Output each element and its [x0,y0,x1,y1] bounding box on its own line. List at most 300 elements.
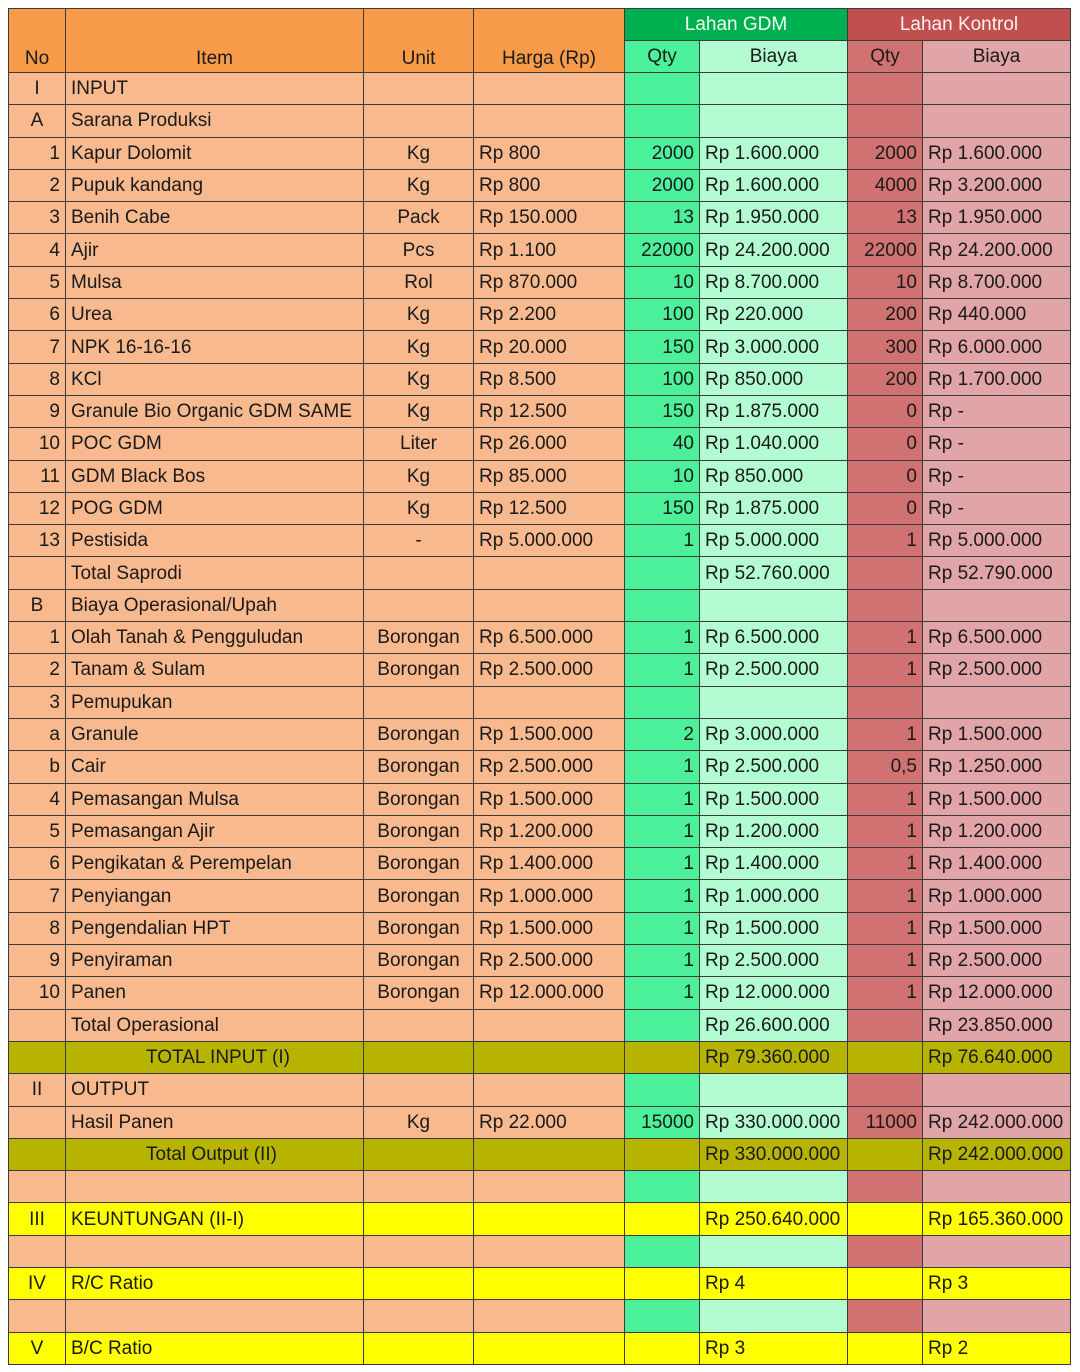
row-kontrol-qty: 10 [848,266,923,298]
row-kontrol-qty [848,1267,923,1299]
row-gdm-qty: 1 [625,977,700,1009]
table-row [9,460,1071,492]
table-body [9,73,1071,1365]
row-no: 2 [9,169,66,201]
row-kontrol-qty: 1 [848,525,923,557]
row-gdm-biaya [700,1235,848,1267]
row-gdm-biaya: Rp 220.000 [700,299,848,331]
table-row [9,718,1071,750]
row-kontrol-qty: 0 [848,460,923,492]
row-item: Benih Cabe [66,202,364,234]
table-row [9,299,1071,331]
header-unit: Unit [364,9,474,73]
row-no: 6 [9,299,66,331]
row-unit: Pack [364,202,474,234]
row-unit: Kg [364,299,474,331]
row-kontrol-biaya: Rp 52.790.000 [923,557,1071,589]
row-harga: Rp 1.200.000 [474,815,625,847]
row-gdm-qty [625,1203,700,1235]
row-harga [474,1203,625,1235]
row-kontrol-qty: 13 [848,202,923,234]
row-gdm-qty: 10 [625,460,700,492]
row-kontrol-biaya: Rp 1.700.000 [923,363,1071,395]
row-gdm-biaya: Rp 3 [700,1332,848,1364]
row-gdm-qty [625,557,700,589]
row-item: B/C Ratio [66,1332,364,1364]
row-gdm-biaya: Rp 2.500.000 [700,654,848,686]
row-unit [364,1171,474,1203]
row-harga: Rp 20.000 [474,331,625,363]
row-item: Granule [66,718,364,750]
row-gdm-qty [625,686,700,718]
row-item: Penyiangan [66,880,364,912]
row-kontrol-biaya [923,73,1071,105]
row-item: TOTAL INPUT (I) [66,1041,364,1073]
header-lahan-gdm: Lahan GDM [625,9,848,41]
row-harga [474,1267,625,1299]
table-row [9,428,1071,460]
row-gdm-qty [625,1267,700,1299]
row-gdm-biaya: Rp 1.400.000 [700,848,848,880]
row-item: Total Operasional [66,1009,364,1041]
row-harga [474,105,625,137]
row-unit: Kg [364,169,474,201]
row-harga: Rp 12.500 [474,395,625,427]
row-harga: Rp 6.500.000 [474,622,625,654]
row-kontrol-qty: 0 [848,492,923,524]
row-kontrol-qty: 300 [848,331,923,363]
row-gdm-qty [625,1235,700,1267]
row-harga: Rp 8.500 [474,363,625,395]
table-row [9,1041,1071,1073]
row-kontrol-biaya [923,1235,1071,1267]
row-item: Pemasangan Ajir [66,815,364,847]
row-kontrol-qty: 1 [848,880,923,912]
table-row [9,557,1071,589]
row-kontrol-biaya: Rp 165.360.000 [923,1203,1071,1235]
row-unit: Borongan [364,848,474,880]
row-unit: Liter [364,428,474,460]
table-row [9,1106,1071,1138]
row-no: 9 [9,395,66,427]
row-gdm-biaya: Rp 1.000.000 [700,880,848,912]
row-gdm-biaya: Rp 12.000.000 [700,977,848,1009]
row-gdm-qty [625,1009,700,1041]
row-item: OUTPUT [66,1074,364,1106]
row-unit: - [364,525,474,557]
row-no: V [9,1332,66,1364]
row-gdm-biaya: Rp 24.200.000 [700,234,848,266]
row-no: 10 [9,428,66,460]
row-kontrol-biaya [923,589,1071,621]
table-row [9,622,1071,654]
row-kontrol-biaya: Rp 1.400.000 [923,848,1071,880]
row-kontrol-qty [848,1203,923,1235]
row-gdm-biaya: Rp 1.500.000 [700,783,848,815]
row-no: 3 [9,202,66,234]
row-gdm-biaya: Rp 330.000.000 [700,1106,848,1138]
row-unit [364,1203,474,1235]
row-gdm-qty [625,589,700,621]
row-harga: Rp 1.100 [474,234,625,266]
header-kontrol-biaya: Biaya [923,41,1071,73]
row-gdm-biaya: Rp 1.040.000 [700,428,848,460]
row-kontrol-qty: 1 [848,622,923,654]
table-row [9,783,1071,815]
row-kontrol-biaya: Rp 1.500.000 [923,912,1071,944]
row-gdm-biaya: Rp 8.700.000 [700,266,848,298]
table-row [9,234,1071,266]
row-gdm-biaya: Rp 4 [700,1267,848,1299]
row-harga [474,1138,625,1170]
table-row [9,169,1071,201]
row-unit: Borongan [364,945,474,977]
row-harga [474,1171,625,1203]
table-row [9,1235,1071,1267]
row-kontrol-biaya: Rp 8.700.000 [923,266,1071,298]
row-gdm-qty: 22000 [625,234,700,266]
row-harga [474,1009,625,1041]
row-harga [474,1041,625,1073]
row-unit: Kg [364,492,474,524]
row-unit [364,73,474,105]
row-gdm-qty: 2 [625,718,700,750]
row-gdm-qty [625,1138,700,1170]
row-kontrol-qty: 4000 [848,169,923,201]
row-item: Urea [66,299,364,331]
row-unit: Borongan [364,622,474,654]
row-gdm-biaya: Rp 1.200.000 [700,815,848,847]
row-no: 4 [9,783,66,815]
row-kontrol-qty [848,1300,923,1332]
row-gdm-qty: 100 [625,299,700,331]
row-item: Pestisida [66,525,364,557]
table-row [9,492,1071,524]
table-row [9,1300,1071,1332]
row-gdm-biaya [700,589,848,621]
row-kontrol-qty [848,589,923,621]
row-unit [364,105,474,137]
row-item: KCl [66,363,364,395]
row-item: Pemupukan [66,686,364,718]
row-gdm-biaya [700,1300,848,1332]
row-kontrol-qty [848,1138,923,1170]
row-harga: Rp 1.500.000 [474,912,625,944]
row-kontrol-qty [848,1009,923,1041]
row-no: 2 [9,654,66,686]
row-gdm-qty: 15000 [625,1106,700,1138]
row-unit: Kg [364,363,474,395]
row-gdm-qty [625,1074,700,1106]
row-kontrol-qty: 1 [848,654,923,686]
row-unit: Rol [364,266,474,298]
row-kontrol-biaya [923,1171,1071,1203]
row-item [66,1171,364,1203]
row-kontrol-biaya: Rp 1.200.000 [923,815,1071,847]
row-kontrol-qty [848,1041,923,1073]
row-kontrol-biaya: Rp 242.000.000 [923,1106,1071,1138]
row-harga [474,589,625,621]
row-harga [474,557,625,589]
table-row [9,525,1071,557]
row-gdm-qty: 1 [625,848,700,880]
row-harga: Rp 12.000.000 [474,977,625,1009]
row-kontrol-qty: 0 [848,395,923,427]
row-gdm-biaya: Rp 2.500.000 [700,751,848,783]
row-harga: Rp 1.500.000 [474,783,625,815]
row-gdm-qty [625,1171,700,1203]
row-harga [474,1300,625,1332]
row-gdm-qty: 40 [625,428,700,460]
row-gdm-qty: 1 [625,751,700,783]
row-unit [364,1138,474,1170]
table-row [9,331,1071,363]
row-gdm-biaya: Rp 1.875.000 [700,492,848,524]
row-harga: Rp 5.000.000 [474,525,625,557]
row-no: 10 [9,977,66,1009]
row-gdm-qty: 1 [625,945,700,977]
row-no: 1 [9,137,66,169]
table-row [9,1171,1071,1203]
row-gdm-qty: 1 [625,525,700,557]
row-unit: Pcs [364,234,474,266]
row-item: POC GDM [66,428,364,460]
row-kontrol-biaya: Rp 2.500.000 [923,945,1071,977]
row-item: Hasil Panen [66,1106,364,1138]
row-gdm-biaya: Rp 850.000 [700,363,848,395]
row-item: Pupuk kandang [66,169,364,201]
table-row [9,589,1071,621]
row-item: GDM Black Bos [66,460,364,492]
row-kontrol-qty: 0,5 [848,751,923,783]
row-kontrol-qty: 1 [848,977,923,1009]
row-no [9,1300,66,1332]
row-unit [364,589,474,621]
row-gdm-biaya: Rp 2.500.000 [700,945,848,977]
row-gdm-biaya [700,1171,848,1203]
row-gdm-qty: 2000 [625,169,700,201]
row-unit [364,1332,474,1364]
row-harga: Rp 1.400.000 [474,848,625,880]
row-kontrol-qty: 0 [848,428,923,460]
row-kontrol-qty [848,686,923,718]
row-gdm-qty: 150 [625,395,700,427]
row-gdm-qty: 150 [625,492,700,524]
row-gdm-biaya [700,1074,848,1106]
row-item: Panen [66,977,364,1009]
row-gdm-biaya: Rp 1.500.000 [700,912,848,944]
row-gdm-biaya: Rp 1.600.000 [700,169,848,201]
row-unit: Borongan [364,751,474,783]
row-gdm-qty: 1 [625,815,700,847]
row-no: 7 [9,331,66,363]
row-item: Granule Bio Organic GDM SAME [66,395,364,427]
row-item: Total Saprodi [66,557,364,589]
row-kontrol-qty: 1 [848,783,923,815]
row-gdm-qty: 2000 [625,137,700,169]
row-kontrol-biaya [923,1074,1071,1106]
row-kontrol-biaya: Rp 2.500.000 [923,654,1071,686]
table-row [9,202,1071,234]
row-unit: Kg [364,331,474,363]
table-row [9,1267,1071,1299]
row-kontrol-biaya: Rp 3.200.000 [923,169,1071,201]
row-unit [364,1009,474,1041]
row-item: Ajir [66,234,364,266]
row-no: A [9,105,66,137]
row-item [66,1235,364,1267]
row-gdm-qty: 1 [625,622,700,654]
row-item [66,1300,364,1332]
row-kontrol-qty: 1 [848,945,923,977]
row-kontrol-qty: 200 [848,299,923,331]
row-unit: Borongan [364,718,474,750]
row-kontrol-qty: 2000 [848,137,923,169]
row-kontrol-qty: 11000 [848,1106,923,1138]
row-kontrol-biaya: Rp - [923,395,1071,427]
row-gdm-biaya: Rp 250.640.000 [700,1203,848,1235]
row-item: Kapur Dolomit [66,137,364,169]
row-kontrol-biaya: Rp 1.600.000 [923,137,1071,169]
row-gdm-biaya: Rp 52.760.000 [700,557,848,589]
table-row [9,912,1071,944]
row-no: II [9,1074,66,1106]
row-unit: Borongan [364,783,474,815]
row-kontrol-biaya: Rp 1.500.000 [923,783,1071,815]
row-kontrol-biaya: Rp 2 [923,1332,1071,1364]
row-no: 8 [9,363,66,395]
row-harga: Rp 150.000 [474,202,625,234]
table-row [9,73,1071,105]
row-item: Tanam & Sulam [66,654,364,686]
row-harga [474,1332,625,1364]
row-item: Olah Tanah & Pengguludan [66,622,364,654]
row-item: INPUT [66,73,364,105]
table-row [9,945,1071,977]
row-no: 13 [9,525,66,557]
table-row [9,266,1071,298]
row-gdm-qty: 1 [625,654,700,686]
row-unit [364,1267,474,1299]
table-row [9,880,1071,912]
row-no: 12 [9,492,66,524]
row-kontrol-qty: 1 [848,718,923,750]
row-gdm-qty [625,1332,700,1364]
row-unit [364,557,474,589]
row-harga: Rp 2.200 [474,299,625,331]
row-gdm-biaya: Rp 1.875.000 [700,395,848,427]
row-gdm-biaya: Rp 3.000.000 [700,718,848,750]
row-item: Total Output (II) [66,1138,364,1170]
row-unit: Borongan [364,977,474,1009]
row-unit: Kg [364,395,474,427]
row-kontrol-qty: 1 [848,815,923,847]
row-harga: Rp 26.000 [474,428,625,460]
row-kontrol-biaya: Rp 76.640.000 [923,1041,1071,1073]
row-no: 11 [9,460,66,492]
table-row [9,1009,1071,1041]
row-harga: Rp 85.000 [474,460,625,492]
row-harga: Rp 800 [474,137,625,169]
row-kontrol-biaya: Rp 242.000.000 [923,1138,1071,1170]
row-harga: Rp 800 [474,169,625,201]
row-no: 5 [9,266,66,298]
row-no: 3 [9,686,66,718]
row-kontrol-biaya [923,105,1071,137]
row-unit: Borongan [364,815,474,847]
row-kontrol-qty [848,1171,923,1203]
row-kontrol-biaya: Rp 6.000.000 [923,331,1071,363]
row-item: Pengikatan & Perempelan [66,848,364,880]
row-gdm-qty [625,1300,700,1332]
row-gdm-biaya: Rp 330.000.000 [700,1138,848,1170]
row-gdm-qty: 100 [625,363,700,395]
row-no [9,1041,66,1073]
row-no: IV [9,1267,66,1299]
row-no [9,1171,66,1203]
row-kontrol-qty [848,1332,923,1364]
row-harga: Rp 2.500.000 [474,751,625,783]
table-row [9,815,1071,847]
table-row [9,137,1071,169]
row-unit: Kg [364,460,474,492]
row-unit [364,1300,474,1332]
row-gdm-biaya: Rp 1.600.000 [700,137,848,169]
row-no: I [9,73,66,105]
row-no [9,1138,66,1170]
row-gdm-qty: 13 [625,202,700,234]
row-item: POG GDM [66,492,364,524]
row-kontrol-biaya: Rp 1.950.000 [923,202,1071,234]
row-item: NPK 16-16-16 [66,331,364,363]
row-harga: Rp 12.500 [474,492,625,524]
table-row [9,105,1071,137]
row-gdm-biaya: Rp 6.500.000 [700,622,848,654]
row-gdm-qty [625,105,700,137]
row-no [9,557,66,589]
table-row [9,1074,1071,1106]
row-gdm-qty: 1 [625,783,700,815]
row-kontrol-biaya: Rp - [923,492,1071,524]
row-kontrol-biaya: Rp 1.000.000 [923,880,1071,912]
row-kontrol-qty: 200 [848,363,923,395]
row-no [9,1235,66,1267]
row-gdm-biaya: Rp 79.360.000 [700,1041,848,1073]
row-unit: Borongan [364,880,474,912]
row-no: 5 [9,815,66,847]
table-row [9,1138,1071,1170]
table-row [9,654,1071,686]
row-kontrol-biaya: Rp 6.500.000 [923,622,1071,654]
table-row [9,1203,1071,1235]
row-kontrol-qty: 22000 [848,234,923,266]
row-item: Pengendalian HPT [66,912,364,944]
row-item: Biaya Operasional/Upah [66,589,364,621]
row-no: 4 [9,234,66,266]
row-item: Penyiraman [66,945,364,977]
header-row-top [9,9,1071,41]
row-kontrol-qty [848,557,923,589]
row-kontrol-qty [848,105,923,137]
header-lahan-kontrol: Lahan Kontrol [848,9,1071,41]
row-kontrol-biaya: Rp 3 [923,1267,1071,1299]
row-gdm-biaya: Rp 5.000.000 [700,525,848,557]
row-harga [474,73,625,105]
row-kontrol-biaya: Rp 440.000 [923,299,1071,331]
row-gdm-biaya: Rp 850.000 [700,460,848,492]
row-no: b [9,751,66,783]
row-unit [364,1041,474,1073]
